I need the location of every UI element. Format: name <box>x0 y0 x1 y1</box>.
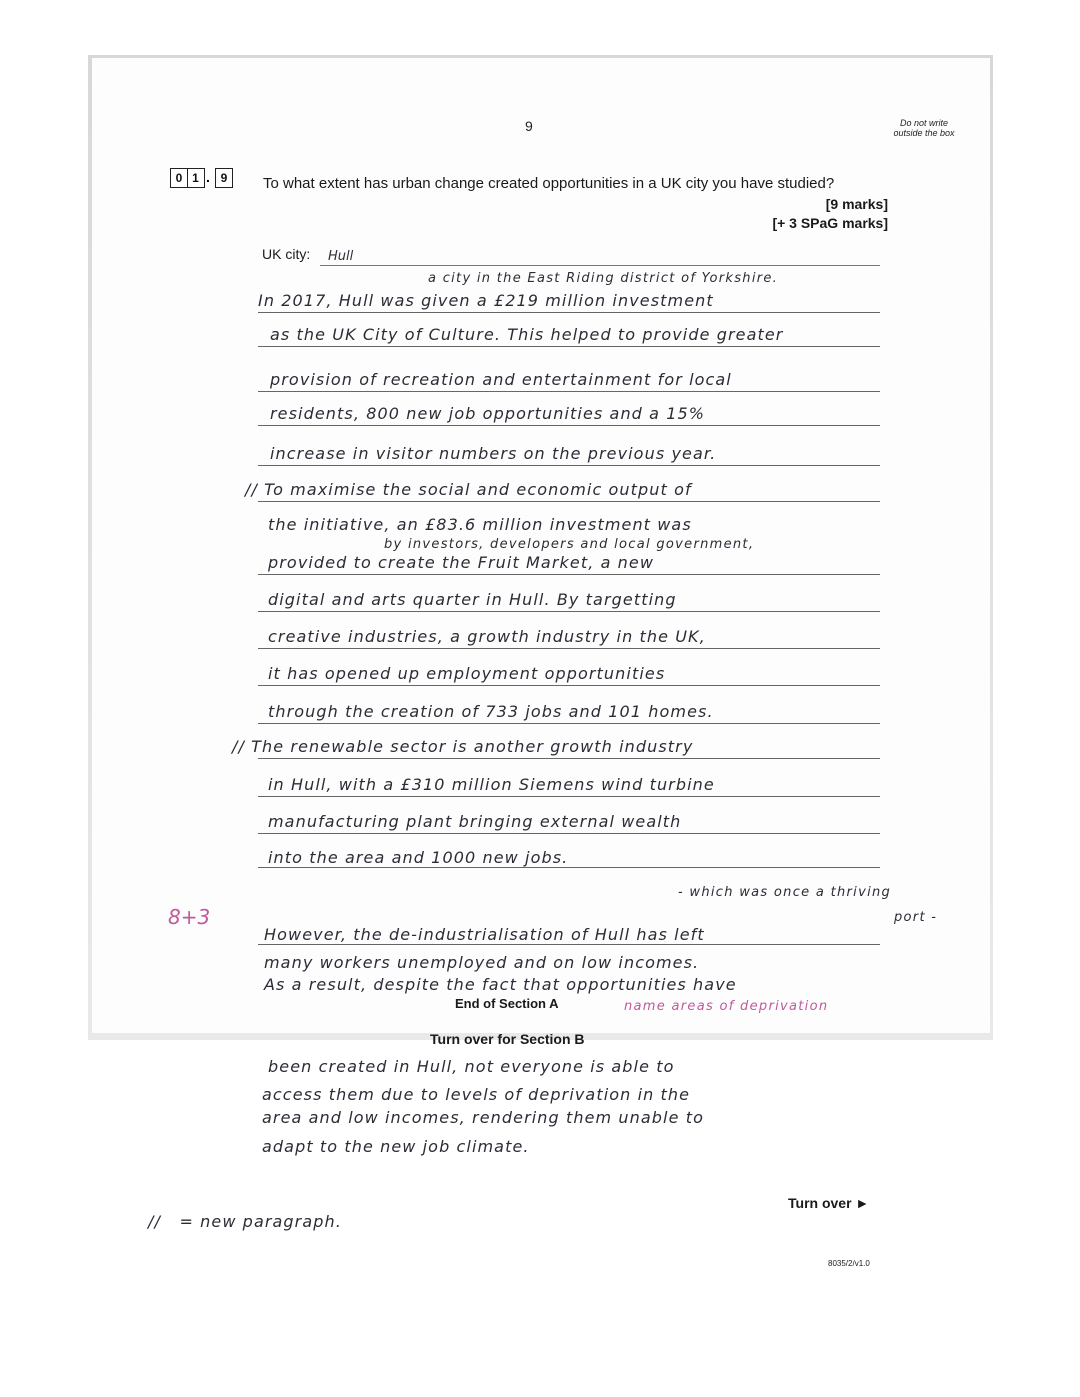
answer-line: access them due to levels of deprivation in the <box>262 1085 691 1104</box>
answer-insert-line: a city in the East Riding district of Yorkshire. <box>428 271 779 286</box>
spag-marks: [+ 3 SPaG marks] <box>772 215 888 231</box>
marks: [9 marks] <box>825 196 888 212</box>
answer-line: in Hull, with a £310 million Siemens wind turbine <box>268 775 715 794</box>
answer-rule <box>258 611 880 612</box>
teacher-comment: name areas of deprivation <box>624 999 829 1014</box>
answer-rule <box>258 391 880 392</box>
answer-line: provided to create the Fruit Market, a new <box>268 553 655 572</box>
margin-note: Do not write outside the box <box>893 118 955 138</box>
paragraph-symbol: // <box>148 1212 161 1231</box>
answer-rule <box>258 648 880 649</box>
answer-line: In 2017, Hull was given a £219 million investment <box>258 291 714 310</box>
answer-rule <box>258 723 880 724</box>
marks-info <box>772 195 888 233</box>
question-digit: 9 <box>215 168 233 188</box>
turn-over-label: Turn over ► <box>788 1195 870 1211</box>
answer-line: However, the de-industrialisation of Hull has left <box>264 925 705 944</box>
paragraph-legend-text: = new paragraph. <box>179 1212 342 1231</box>
answer-line: // To maximise the social and economic output of <box>245 480 692 499</box>
question-number <box>170 168 232 188</box>
answer-rule <box>258 465 880 466</box>
answer-rule <box>258 796 880 797</box>
answer-insert-line: port - <box>894 910 938 925</box>
answer-rule <box>258 425 880 426</box>
answer-line: been created in Hull, not everyone is able to <box>268 1057 675 1076</box>
answer-line: creative industries, a growth industry in the UK, <box>268 627 706 646</box>
answer-insert-line: - which was once a thriving <box>678 885 892 900</box>
answer-rule <box>320 265 880 266</box>
end-of-section: End of Section A <box>455 996 559 1011</box>
question-dot: . <box>206 169 210 185</box>
answer-line: adapt to the new job climate. <box>262 1137 530 1156</box>
answer-rule <box>258 867 880 868</box>
answer-line: area and low incomes, rendering them unable to <box>262 1108 704 1127</box>
answer-line: manufacturing plant bringing external wealth <box>268 812 682 831</box>
question-text: To what extent has urban change created opportunities in a UK city you have studied? <box>263 175 835 192</box>
answer-rule <box>258 833 880 834</box>
uk-city-value: Hull <box>328 249 354 264</box>
answer-rule <box>258 944 880 945</box>
answer-line: many workers unemployed and on low incomes. <box>264 953 700 972</box>
answer-line: as the UK City of Culture. This helped to provide greater <box>270 325 784 344</box>
answer-rule <box>258 501 880 502</box>
answer-rule <box>258 346 880 347</box>
answer-rule <box>258 574 880 575</box>
answer-rule <box>258 685 880 686</box>
answer-line: provision of recreation and entertainment for local <box>270 370 732 389</box>
answer-line: // The renewable sector is another growth industry <box>232 737 694 756</box>
paper-code: 8035/2/v1.0 <box>828 1259 870 1268</box>
answer-line: residents, 800 new job opportunities and a 15% <box>270 404 706 423</box>
answer-rule <box>258 758 880 759</box>
answer-line: into the area and 1000 new jobs. <box>268 848 569 867</box>
answer-line: digital and arts quarter in Hull. By targetting <box>268 590 677 609</box>
question-digit: 0 <box>170 168 188 188</box>
answer-rule <box>258 312 880 313</box>
answer-line: increase in visitor numbers on the previous year. <box>270 444 717 463</box>
paragraph-legend <box>148 1212 342 1232</box>
question-digit: 1 <box>187 168 205 188</box>
turn-over-section-b: Turn over for Section B <box>430 1031 585 1047</box>
answer-line: it has opened up employment opportunities <box>268 664 666 683</box>
answer-insert-line: by investors, developers and local government, <box>384 537 755 552</box>
answer-line: through the creation of 733 jobs and 101 homes. <box>268 702 714 721</box>
uk-city-label: UK city: <box>262 246 311 262</box>
score-annotation: 8+3 <box>168 905 211 929</box>
answer-line: the initiative, an £83.6 million investment was <box>268 515 692 534</box>
answer-line: As a result, despite the fact that opportunities have <box>264 975 737 994</box>
page-number: 9 <box>525 118 533 134</box>
